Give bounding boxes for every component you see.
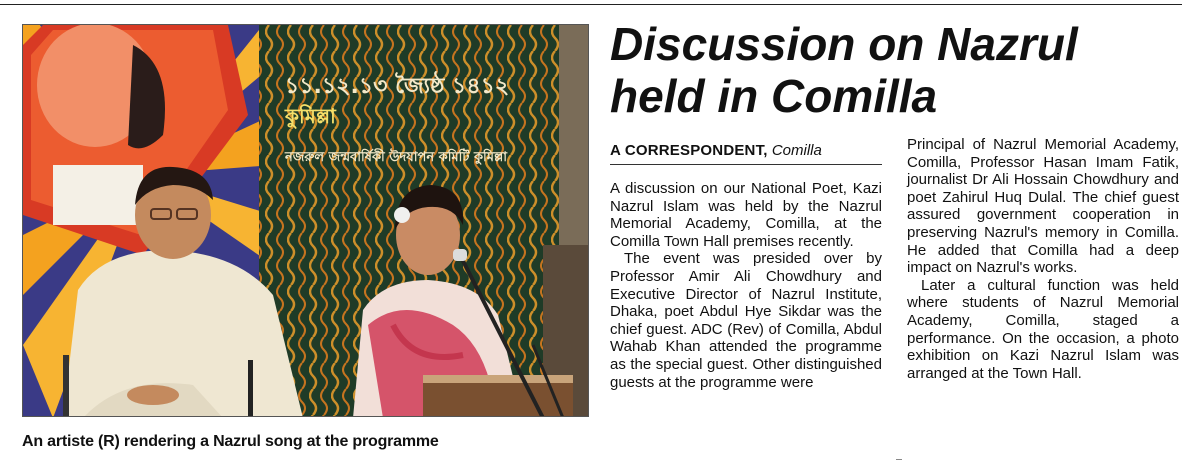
byline — [610, 142, 882, 165]
page-mark — [896, 459, 902, 460]
byline-place: Comilla — [771, 142, 822, 159]
photo-illustration — [23, 25, 589, 417]
top-rule — [0, 4, 1182, 5]
event-photo — [22, 24, 589, 417]
paragraph: Principal of Nazrul Memorial Academy, Comilla, Professor Hasan Imam Fatik, journalist Dr Ali Hossain Chowdhury and poet Zahirul Huq Dulal. The chief guest assured government cooperation in preserving Nazrul's memory in Comilla. He added that Comilla had a deep impact on Nazrul's works. — [907, 136, 1179, 277]
article-column-1 — [610, 180, 882, 442]
article-column-2 — [907, 136, 1179, 382]
photo-caption: An artiste (R) rendering a Nazrul song at the programme — [22, 433, 439, 450]
paragraph: Later a cultural function was held where students of Nazrul Memorial Academy, Comilla, staged a performance. On the occasion, a photo exhibition on Kazi Nazrul Islam was arranged at the Town Hall. — [907, 276, 1179, 382]
paragraph: A discussion on our National Poet, Kazi Nazrul Islam was held by the Nazrul Memorial Academy, Comilla, at the Comilla Town Hall premises recently. — [610, 180, 882, 250]
byline-name: A CORRESPONDENT, — [610, 142, 768, 159]
banner-org-text: নজরুল জন্মবার্ষিকী উদযাপন কমিটি কুমিল্লা — [285, 150, 508, 165]
headline-line-1: Discussion on Nazrul — [610, 18, 1078, 70]
banner-date-text: ১১.১২.১৩ জ্যৈষ্ঠ ১৪১২ — [285, 74, 510, 99]
banner-city-text: কুমিল্লা — [285, 104, 336, 128]
article-headline — [610, 18, 1190, 122]
headline-line-2: held in Comilla — [610, 70, 938, 122]
paragraph: The event was presided over by Professor Amir Ali Chowdhury and Executive Director of Nazrul Institute, Dhaka, poet Abdul Hye Sikdar was the chief guest. ADC (Rev) of Comilla, Abdul Wahab Khan attended the programme as the special guest. Other distinguished guests at the programme were — [610, 250, 882, 391]
